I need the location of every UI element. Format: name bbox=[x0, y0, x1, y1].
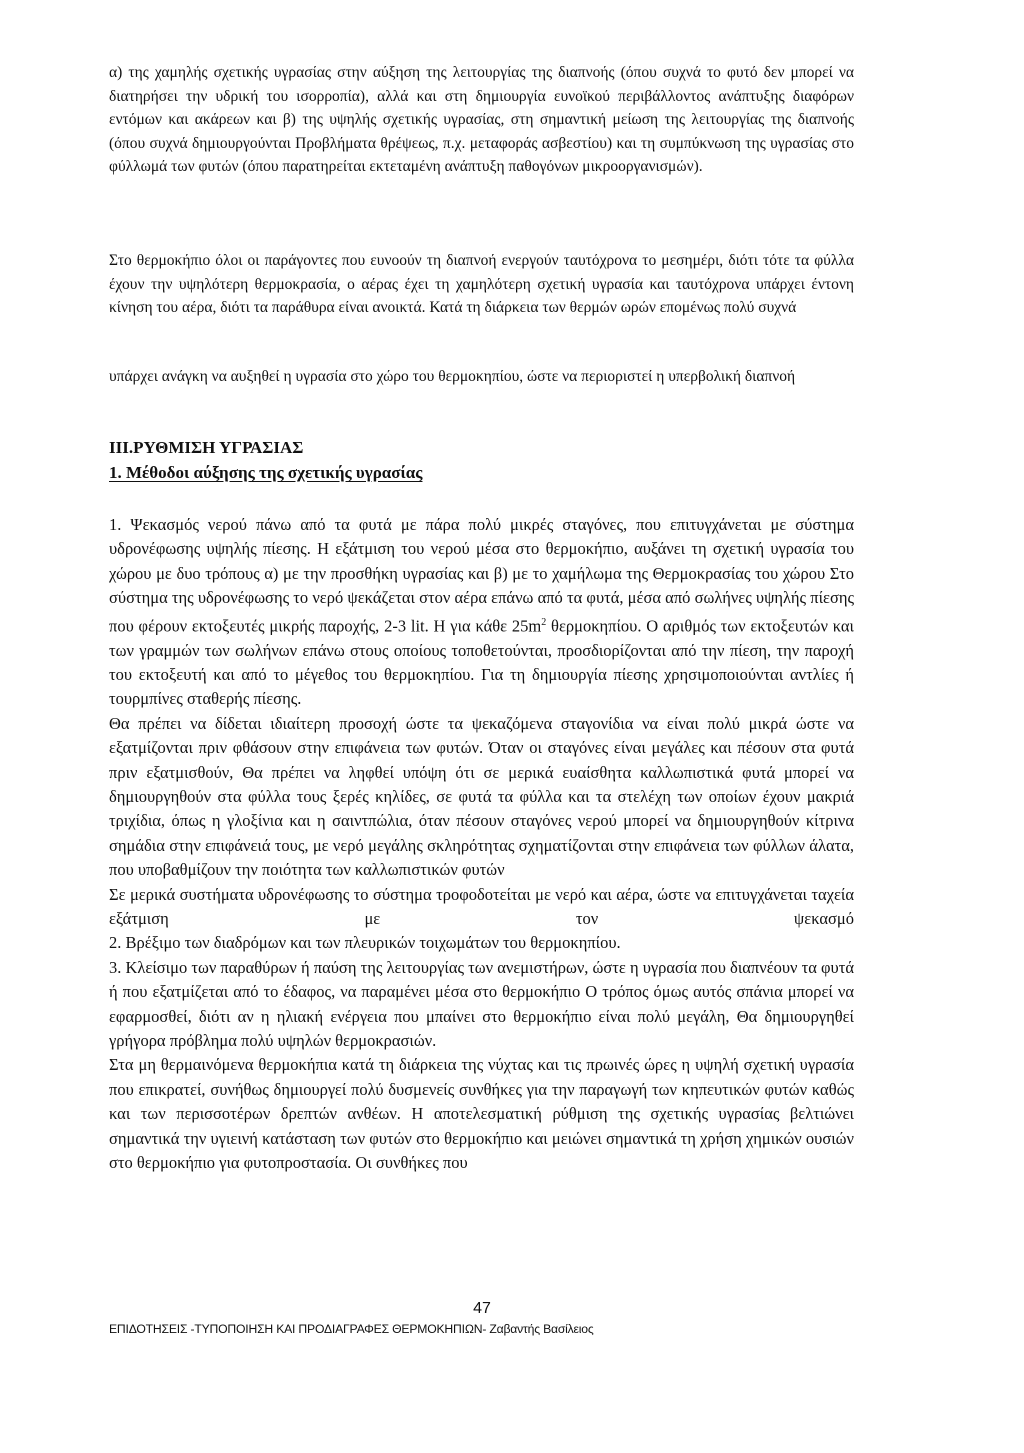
fogging-air-paragraph: Σε μερικά συστήματα υδρονέφωσης το σύστημα τροφοδοτείται με νερό και αέρα, ώστε να επιτυγχάνεται ταχεία εξάτμιση με τον ψεκασμό bbox=[109, 884, 854, 928]
method-1-text-tail: θερμοκηπίου. Ο αριθμός των εκτοξευτών και των γραμμών των σωλήνων επάνω στους οποίους τοποθετούνται, προσδιορίζονται από την πίεση, την παροχή του εκτοξευτή και από το μέγεθος του θερμοκηπίου. Για τη δημιουργία πίεσης χρησιμοποιούνται αντλίες ή τουρμπίνες σταθερής πίεσης. bbox=[109, 616, 854, 709]
page-number bbox=[0, 1300, 1024, 1318]
page-number-value: 47 bbox=[473, 1300, 491, 1317]
droplet-paragraph: Θα πρέπει να δίδεται ιδιαίτερη προσοχή ώστε τα ψεκαζόμενα σταγονίδια να είναι πολύ μικρά ώστε να εξατμίζονται πριν φθάσουν στην επιφάνεια των φυτών. Όταν οι σταγόνες είναι μεγάλες και πέσουν στα φυτά πριν εξατμισθούν, Θα πρέπει να ληφθεί υπόψη ότι σε μερικά ευαίσθητα καλλωπιστικά φυτά μπορεί να δημιουργηθούν στα φύλλα τους ξερές κηλίδες, σε φυτά τα φύλλα και τα στελέχη των οποίων έχουν μακριά τριχίδια, όπως η γλοξίνια και η σαιντπώλια, όταν πέσουν σταγόνες νερού μπορεί να δημιουργηθούν κίτρινα σημάδια στην επιφάνειά τους, με νερό μεγάλης σκληρότητας σχηματίζονται στην επιφάνεια των φύλλων άλατα, που υποβαθμίζουν την ποιότητα των καλλωπιστικών φυτών bbox=[109, 713, 854, 880]
paragraph-humidity-effects: α) της χαμηλής σχετικής υγρασίας στην αύξηση της λειτουργίας της διαπνοής (όπου συχνά το φυτό δεν μπορεί να διατηρήσει την υδρική του ισορροπία), αλλά και στη δημιουργία ευνοϊκού περιβάλλοντος ανάπτυξης διαφόρων εντόμων και ακάρεων και β) της υψηλής σχετικής υγρασίας, στη σημαντική μείωση της λειτουργίας της διαπνοής (όπου συχνά δημιουργούνται Προβλήματα θρέψεως, π.χ. μεταφοράς ασβεστίου) και τη συμπύκνωση της υγρασίας στο φύλλωμά των φυτών (όπου παρατηρείται εκτεταμένη ανάπτυξη παθογόνων μικροοργανισμών). bbox=[109, 64, 854, 176]
subsection-heading: 1. Μέθοδοι αύξησης της σχετικής υγρασίας bbox=[109, 463, 423, 482]
section-heading: ΙΙΙ.ΡΥΘΜΙΣΗ ΥΓΡΑΣΙΑΣ bbox=[109, 438, 304, 457]
paragraph-midday-transpiration: Στο θερμοκήπιο όλοι οι παράγοντες που ευνοούν τη διαπνοή ενεργούν ταυτόχρονα το μεσημέρι, διότι τότε τα φύλλα έχουν την υψηλότερη θερμοκρασία, ο αέρας έχει τη χαμηλότερη σχετική υγρασία και ταυτόχρονα υπάρχει έντονη κίνηση του αέρα, διότι τα παράθυρα είναι ανοικτά. Κατά τη διάρκεια των θερμών ωρών επομένως πολύ συχνά bbox=[109, 252, 854, 317]
paragraph-need-humidity: υπάρχει ανάγκη να αυξηθεί η υγρασία στο χώρο του θερμοκηπίου, ώστε να περιοριστεί η υπερβολική διαπνοή bbox=[109, 368, 796, 385]
methods-body bbox=[109, 513, 854, 1175]
method-1-paragraph bbox=[109, 513, 854, 712]
method-1-text: 1. Ψεκασμός νερού πάνω από τα φυτά με πάρα πολύ μικρές σταγόνες, που επιτυγχάνεται με σύστημα υδρονέφωσης υψηλής πίεσης. Η εξάτμιση του νερού μέσα στο θερμοκήπιο, αυξάνει τη σχετική υγρασία του χώρου με δυο τρόπους α) με την προσθήκη υγρασίας και β) με το χαμήλωμα της Θερμοκρασίας του χώρου Στο σύστημα της υδρονέφωσης το νερό ψεκάζεται στον αέρα επάνω από τα φυτά, μέσα από σωλήνες υψηλής πίεσης που φέρουν εκτοξευτές μικρής παροχής, 2-3 lit. Η για κάθε 25m bbox=[109, 515, 854, 636]
superscript: 2 bbox=[541, 616, 547, 628]
method-2-paragraph: 2. Βρέξιμο των διαδρόμων και των πλευρικών τοιχωμάτων του θερμοκηπίου. bbox=[109, 933, 621, 953]
page-footer: ΕΠΙΔΟΤΗΣΕΙΣ -ΤΥΠΟΠΟΙΗΣΗ ΚΑΙ ΠΡΟΔΙΑΓΡΑΦΕΣ ΘΕΡΜΟΚΗΠΙΩΝ- Ζαβαντής Βασίλειος bbox=[109, 1322, 594, 1336]
unheated-greenhouse-paragraph: Στα μη θερμαινόμενα θερμοκήπια κατά τη διάρκεια της νύχτας και τις πρωινές ώρες η υψηλή σχετική υγρασία που επικρατεί, συνήθως δημιουργεί πολύ δυσμενείς συνθήκες για την παραγωγή των κηπευτικών φυτών καθώς και των περισσοτέρων δρεπτών ανθέων. Η αποτελεσματική ρύθμιση της σχετικής υγρασίας βελτιώνει σημαντικά την υγιεινή κατάσταση των φυτών στο θερμοκήπιο και μειώνει σημαντικά τη χρήση χημικών ουσιών στο θερμοκήπιο για φυτοπροστασία. Οι συνθήκες που bbox=[109, 1055, 854, 1173]
method-3-paragraph: 3. Κλείσιμο των παραθύρων ή παύση της λειτουργίας των ανεμιστήρων, ώστε η υγρασία που διαπνέουν τα φυτά ή που εξατμίζεται από το έδαφος, να παραμένει μέσα στο θερμοκήπιο Ο τρόπος όμως αυτός σπάνια μπορεί να εφαρμοσθεί, διότι αν η ηλιακή ενέργεια που μπαίνει στο θερμοκήπιο είναι πολύ μεγάλη, Θα δημιουργηθεί γρήγορα πρόβλημα πολύ υψηλών θερμοκρασιών. bbox=[109, 957, 854, 1051]
